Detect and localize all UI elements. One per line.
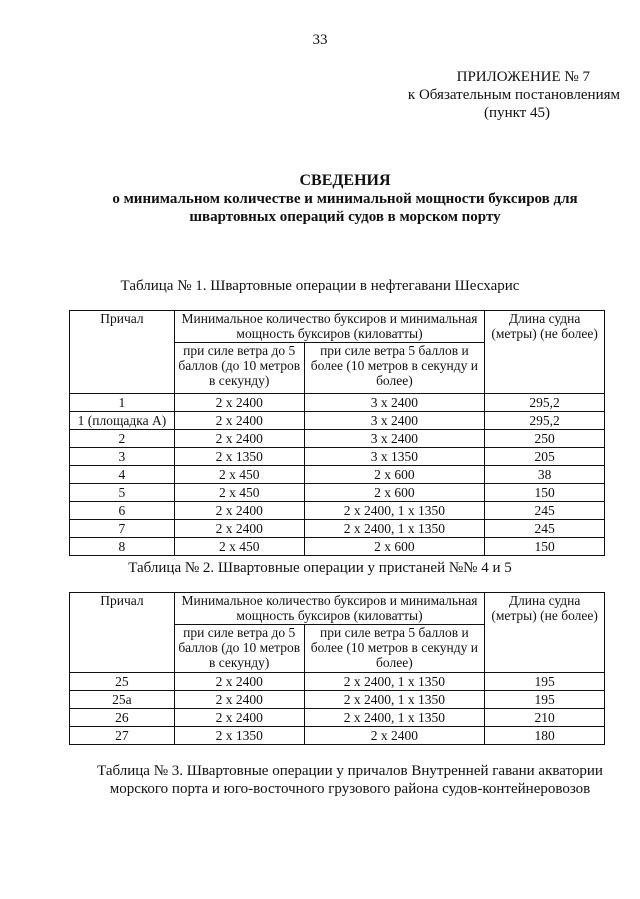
cell-wind-low: 2 x 2400: [174, 394, 304, 412]
cell-length: 195: [485, 673, 605, 691]
cell-wind-high: 2 x 2400, 1 x 1350: [304, 520, 485, 538]
cell-wind-high: 2 x 600: [304, 484, 485, 502]
cell-wind-high: 3 x 1350: [304, 448, 485, 466]
table1: [69, 310, 605, 556]
table-row: [70, 484, 605, 502]
table-row: [70, 430, 605, 448]
cell-berth: 6: [70, 502, 175, 520]
table2-caption: Таблица № 2. Швартовные операции у пристаней №№ 4 и 5: [128, 560, 512, 576]
table-row: [70, 709, 605, 727]
cell-wind-low: 2 x 2400: [174, 691, 304, 709]
cell-length: 295,2: [485, 394, 605, 412]
cell-wind-low: 2 x 2400: [174, 430, 304, 448]
cell-wind-high: 2 x 2400: [304, 727, 485, 745]
table-row: [70, 691, 605, 709]
cell-wind-high: 2 x 2400, 1 x 1350: [304, 691, 485, 709]
cell-berth: 3: [70, 448, 175, 466]
cell-berth: 1 (площадка А): [70, 412, 175, 430]
cell-length: 295,2: [485, 412, 605, 430]
table1-caption: Таблица № 1. Швартовные операции в нефтегавани Шесхарис: [120, 278, 520, 294]
cell-wind-high: 3 x 2400: [304, 412, 485, 430]
table-row: [70, 466, 605, 484]
cell-wind-low: 2 x 450: [174, 484, 304, 502]
heading-main: СВЕДЕНИЯ: [299, 172, 391, 189]
cell-berth: 5: [70, 484, 175, 502]
appendix-item: (пункт 45): [484, 105, 550, 121]
cell-berth: 25а: [70, 691, 175, 709]
cell-length: 180: [485, 727, 605, 745]
cell-wind-low: 2 x 2400: [174, 709, 304, 727]
cell-wind-low: 2 x 2400: [174, 673, 304, 691]
table2: [69, 592, 605, 745]
table2-header-wind-high: при силе ветра 5 баллов и более (10 метров в секунду и более): [304, 625, 485, 673]
cell-wind-low: 2 x 450: [174, 466, 304, 484]
cell-length: 150: [485, 538, 605, 556]
table1-header-min: Минимальное количество буксиров и минимальная мощность буксиров (киловатты): [174, 311, 484, 343]
cell-berth: 7: [70, 520, 175, 538]
cell-wind-low: 2 x 450: [174, 538, 304, 556]
table2-header-wind-low: при силе ветра до 5 баллов (до 10 метров в секунду): [174, 625, 304, 673]
appendix-block: [390, 68, 620, 122]
cell-wind-low: 2 x 2400: [174, 412, 304, 430]
cell-wind-high: 2 x 600: [304, 538, 485, 556]
cell-wind-high: 3 x 2400: [304, 430, 485, 448]
cell-wind-low: 2 x 1350: [174, 448, 304, 466]
cell-wind-high: 2 x 2400, 1 x 1350: [304, 709, 485, 727]
table2-header-berth: Причал: [70, 593, 175, 673]
document-heading: [60, 172, 630, 226]
table-row: [70, 448, 605, 466]
cell-wind-high: 2 x 2400, 1 x 1350: [304, 502, 485, 520]
cell-berth: 8: [70, 538, 175, 556]
cell-length: 245: [485, 502, 605, 520]
cell-wind-low: 2 x 1350: [174, 727, 304, 745]
table-row: [70, 727, 605, 745]
table2-header-length: Длина судна (метры) (не более): [485, 593, 605, 673]
table-row: [70, 538, 605, 556]
table-row: [70, 520, 605, 538]
heading-line-1: о минимальном количестве и минимальной мощности буксиров для: [112, 191, 578, 207]
cell-wind-low: 2 x 2400: [174, 520, 304, 538]
cell-berth: 25: [70, 673, 175, 691]
appendix-title: ПРИЛОЖЕНИЕ № 7: [456, 69, 590, 85]
cell-berth: 4: [70, 466, 175, 484]
cell-length: 210: [485, 709, 605, 727]
table-row: [70, 412, 605, 430]
table1-header-wind-low: при силе ветра до 5 баллов (до 10 метров в секунду): [174, 343, 304, 394]
table3-caption: Таблица № 3. Швартовные операции у причалов Внутренней гавани акватории морского порта и юго-восточного грузового района судов-контейнеровозов: [97, 763, 603, 797]
cell-wind-high: 2 x 2400, 1 x 1350: [304, 673, 485, 691]
table-row: [70, 394, 605, 412]
cell-length: 150: [485, 484, 605, 502]
table1-header-berth: Причал: [70, 311, 175, 394]
cell-length: 245: [485, 520, 605, 538]
cell-wind-high: 2 x 600: [304, 466, 485, 484]
cell-length: 250: [485, 430, 605, 448]
cell-length: 38: [485, 466, 605, 484]
table-row: [70, 502, 605, 520]
appendix-reference: к Обязательным постановлениям: [407, 87, 620, 103]
table-row: [70, 673, 605, 691]
page-number: 33: [312, 32, 328, 48]
cell-berth: 27: [70, 727, 175, 745]
cell-wind-high: 3 x 2400: [304, 394, 485, 412]
cell-length: 195: [485, 691, 605, 709]
table1-header-wind-high: при силе ветра 5 баллов и более (10 метров в секунду и более): [304, 343, 485, 394]
table1-header-length: Длина судна (метры) (не более): [485, 311, 605, 394]
cell-berth: 2: [70, 430, 175, 448]
cell-length: 205: [485, 448, 605, 466]
heading-line-2: швартовных операций судов в морском порту: [189, 209, 501, 225]
cell-wind-low: 2 x 2400: [174, 502, 304, 520]
cell-berth: 1: [70, 394, 175, 412]
table2-header-min: Минимальное количество буксиров и минимальная мощность буксиров (киловатты): [174, 593, 484, 625]
cell-berth: 26: [70, 709, 175, 727]
